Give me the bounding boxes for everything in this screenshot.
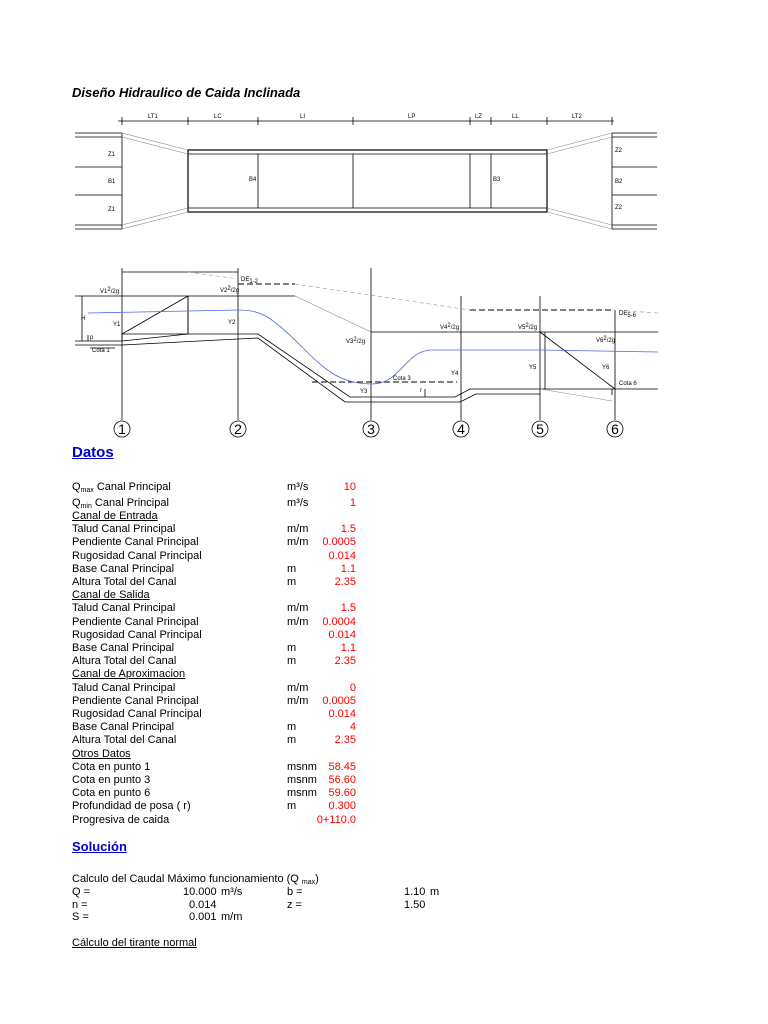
row-unit: m	[287, 576, 297, 588]
row-value: 4	[349, 721, 356, 734]
label-v4: V4	[440, 325, 448, 331]
data-row	[72, 800, 356, 813]
row-label: Altura Total del Canal	[72, 576, 177, 588]
segment-lp: LP	[408, 114, 416, 120]
point-3: 3	[367, 421, 375, 437]
q-value: 10.000	[183, 886, 217, 898]
label-v1: V1	[100, 289, 108, 295]
label-cota1: Cota 1	[92, 348, 110, 354]
row-unit: m/m	[287, 694, 309, 707]
row-label: Rugosidad Canal Principal	[72, 628, 202, 641]
row-label: Talud Canal Principal	[72, 602, 176, 615]
row-label: Cota en punto 3	[72, 774, 151, 786]
data-row	[72, 523, 356, 536]
row-unit: m	[287, 721, 297, 734]
plan-view-diagram	[0, 108, 768, 238]
row-label: Pendiente Canal Principal	[72, 694, 199, 707]
label-b3: B3	[493, 177, 501, 183]
label-b4: B4	[249, 177, 257, 183]
svg-text:V42/2g	[440, 323, 459, 331]
data-row	[72, 628, 356, 642]
row-value: 2.35	[334, 576, 356, 588]
data-row	[72, 694, 356, 708]
row-value: 58.45	[328, 760, 356, 773]
qmax-row	[72, 481, 356, 494]
label-p: p	[90, 335, 94, 341]
row-label: Base Canal Principal	[72, 562, 175, 575]
data-row	[72, 549, 356, 563]
svg-text:V52/2g	[518, 323, 537, 331]
over-2g: /2g	[606, 338, 616, 344]
qmax-value: 10	[343, 481, 356, 493]
data-row	[72, 708, 356, 721]
row-label: Talud Canal Principal	[72, 681, 176, 694]
label-y5: Y5	[529, 365, 537, 371]
tirante-heading: Cálculo del tirante normal	[72, 937, 197, 949]
point-5: 5	[536, 421, 544, 437]
row-value: 2.35	[334, 734, 356, 747]
de12-sub: 1-2	[249, 279, 259, 285]
qmin-label: Canal Principal	[91, 497, 169, 509]
row-value: 2.35	[334, 655, 356, 668]
row-value: 0.014	[328, 628, 356, 641]
qmin-value: 1	[349, 497, 356, 509]
data-row	[72, 813, 356, 827]
row-label: Base Canal Principal	[72, 642, 175, 654]
label-cota6: Cota 6	[619, 381, 637, 387]
data-row	[72, 760, 356, 774]
row-unit: m/m	[287, 523, 309, 536]
row-unit: m	[287, 562, 297, 575]
s-label: S =	[72, 911, 89, 923]
label-y2: Y2	[228, 320, 236, 326]
row-value: 0.014	[328, 549, 356, 562]
point-2: 2	[234, 421, 242, 437]
data-row	[72, 602, 356, 615]
b-label: b =	[287, 886, 303, 898]
row-value: 0.0005	[322, 536, 356, 549]
square-sup: 2	[227, 286, 231, 292]
row-value: 1.5	[340, 523, 356, 536]
row-value: 0.0004	[322, 615, 356, 628]
row-value: 1.1	[340, 562, 356, 575]
row-label: Cota en punto 6	[72, 787, 151, 800]
segment-li: LI	[300, 114, 306, 120]
over-2g: /2g	[230, 288, 240, 294]
label-cota3: Cota 3	[393, 376, 411, 382]
label-r: r	[420, 388, 422, 394]
segment-ll: LL	[512, 114, 519, 120]
label-y6: Y6	[602, 365, 610, 371]
group-heading: Otros Datos	[72, 747, 131, 760]
qmin-row	[72, 497, 356, 510]
b-unit: m	[430, 886, 440, 898]
row-label: Cota en punto 1	[72, 760, 151, 773]
row-unit: m/m	[287, 615, 309, 628]
label-z2-top: Z2	[615, 148, 623, 154]
row-unit: m	[287, 800, 297, 813]
row-value: 1.5	[340, 602, 356, 615]
row-value: 0+110.0	[316, 813, 356, 826]
b-value: 1.10	[404, 886, 426, 898]
label-de56: DE	[619, 311, 628, 317]
calc-line-sub: max	[301, 879, 316, 886]
svg-text:V12/2g	[100, 287, 119, 295]
label-z2-bottom: Z2	[615, 205, 623, 211]
row-label: Rugosidad Canal Principal	[72, 708, 202, 720]
row-value: 0.300	[328, 800, 356, 813]
point-4: 4	[457, 421, 465, 437]
row-unit: m/m	[287, 602, 309, 615]
over-2g: /2g	[356, 339, 366, 345]
q-label: Q =	[72, 886, 91, 898]
data-row	[72, 642, 356, 655]
segment-lt1: LT1	[148, 114, 158, 120]
row-label: Base Canal Principal	[72, 721, 175, 734]
s-unit: m/m	[221, 911, 243, 923]
over-2g: /2g	[450, 325, 460, 331]
row-unit: m/m	[287, 681, 309, 694]
row-label: Profundidad de posa ( r)	[72, 800, 191, 813]
label-b2: B2	[615, 179, 623, 185]
row-label: Talud Canal Principal	[72, 523, 176, 536]
de56-sub: 5-6	[627, 313, 637, 319]
svg-text:V32/2g	[346, 337, 365, 345]
row-unit: msnm	[287, 774, 317, 786]
data-row	[72, 576, 356, 589]
row-unit: msnm	[287, 760, 317, 773]
row-label: Progresiva de caida	[72, 813, 170, 826]
data-row	[72, 787, 356, 800]
over-2g: /2g	[110, 289, 120, 295]
row-unit: m	[287, 655, 297, 668]
solucion-heading: Solución	[72, 839, 127, 854]
qmax-unit: m³/s	[287, 481, 309, 493]
data-row	[72, 681, 356, 695]
data-row	[72, 721, 356, 734]
row-label: Rugosidad Canal Principal	[72, 549, 202, 562]
svg-text:V62/2g	[596, 336, 615, 344]
square-sup: 2	[447, 323, 451, 329]
calc-line-close: )	[315, 873, 319, 885]
label-v2: V2	[220, 288, 228, 294]
label-de12: DE	[241, 277, 250, 283]
row-label: Pendiente Canal Principal	[72, 536, 199, 549]
label-z1-bottom: Z1	[108, 207, 116, 213]
row-value: 0.014	[328, 708, 356, 720]
segment-lc: LC	[214, 114, 222, 120]
row-value: 59.60	[328, 787, 356, 800]
qmin-pre: Q	[72, 497, 81, 509]
row-label: Altura Total del Canal	[72, 655, 177, 668]
data-row	[72, 562, 356, 576]
group-heading: Canal de Aproximacion	[72, 668, 186, 681]
point-6: 6	[611, 421, 619, 437]
row-label: Pendiente Canal Principal	[72, 615, 199, 628]
row-label: Altura Total del Canal	[72, 734, 177, 747]
row-value: 1.1	[340, 642, 356, 654]
row-value: 56.60	[328, 774, 356, 786]
point-1: 1	[118, 421, 126, 437]
row-unit: m	[287, 642, 297, 654]
row-value: 0	[349, 681, 356, 694]
row-unit: m	[287, 734, 297, 747]
qmax-pre: Q	[72, 481, 81, 493]
over-2g: /2g	[528, 325, 538, 331]
qmax-sub: max	[80, 487, 94, 494]
data-row	[72, 734, 356, 747]
data-row	[72, 536, 356, 549]
row-unit: msnm	[287, 787, 317, 800]
z-value: 1.50	[404, 899, 426, 911]
label-y1: Y1	[113, 322, 121, 328]
label-y3: Y3	[360, 389, 368, 395]
qmin-sub: min	[80, 503, 92, 510]
square-sup: 2	[525, 323, 529, 329]
square-sup: 2	[353, 337, 357, 343]
square-sup: 2	[603, 336, 607, 342]
segment-lt2: LT2	[572, 114, 582, 120]
label-v3: V3	[346, 339, 354, 345]
data-row	[72, 615, 356, 629]
qmax-label: Canal Principal	[93, 481, 171, 493]
data-row	[72, 774, 356, 787]
group-heading: Canal de Salida	[72, 589, 150, 602]
label-b1: B1	[108, 179, 116, 185]
q-unit: m³/s	[221, 886, 243, 898]
profile-diagram	[0, 262, 768, 442]
label-v6: V6	[596, 338, 604, 344]
group-heading: Canal de Entrada	[72, 510, 158, 522]
label-v5: V5	[518, 325, 526, 331]
label-h: H	[81, 316, 86, 322]
calc-line-text: Calculo del Caudal Máximo funcionamiento (Q	[72, 873, 302, 885]
svg-text:V22/2g	[220, 286, 239, 294]
data-row	[72, 655, 356, 668]
row-unit: m/m	[287, 536, 309, 549]
s-value: 0.001	[189, 911, 217, 923]
label-y4: Y4	[451, 371, 459, 377]
n-label: n =	[72, 899, 88, 911]
square-sup: 2	[107, 287, 111, 293]
svg-text:DE5-6	[619, 311, 637, 319]
z-label: z =	[287, 899, 302, 911]
segment-lz: LZ	[475, 114, 483, 120]
qmin-unit: m³/s	[287, 497, 309, 509]
row-value: 0.0005	[322, 694, 356, 707]
page-title: Diseño Hidraulico de Caida Inclinada	[72, 85, 301, 100]
n-value: 0.014	[189, 899, 217, 911]
datos-heading: Datos	[72, 444, 114, 461]
label-z1-top: Z1	[108, 152, 116, 158]
